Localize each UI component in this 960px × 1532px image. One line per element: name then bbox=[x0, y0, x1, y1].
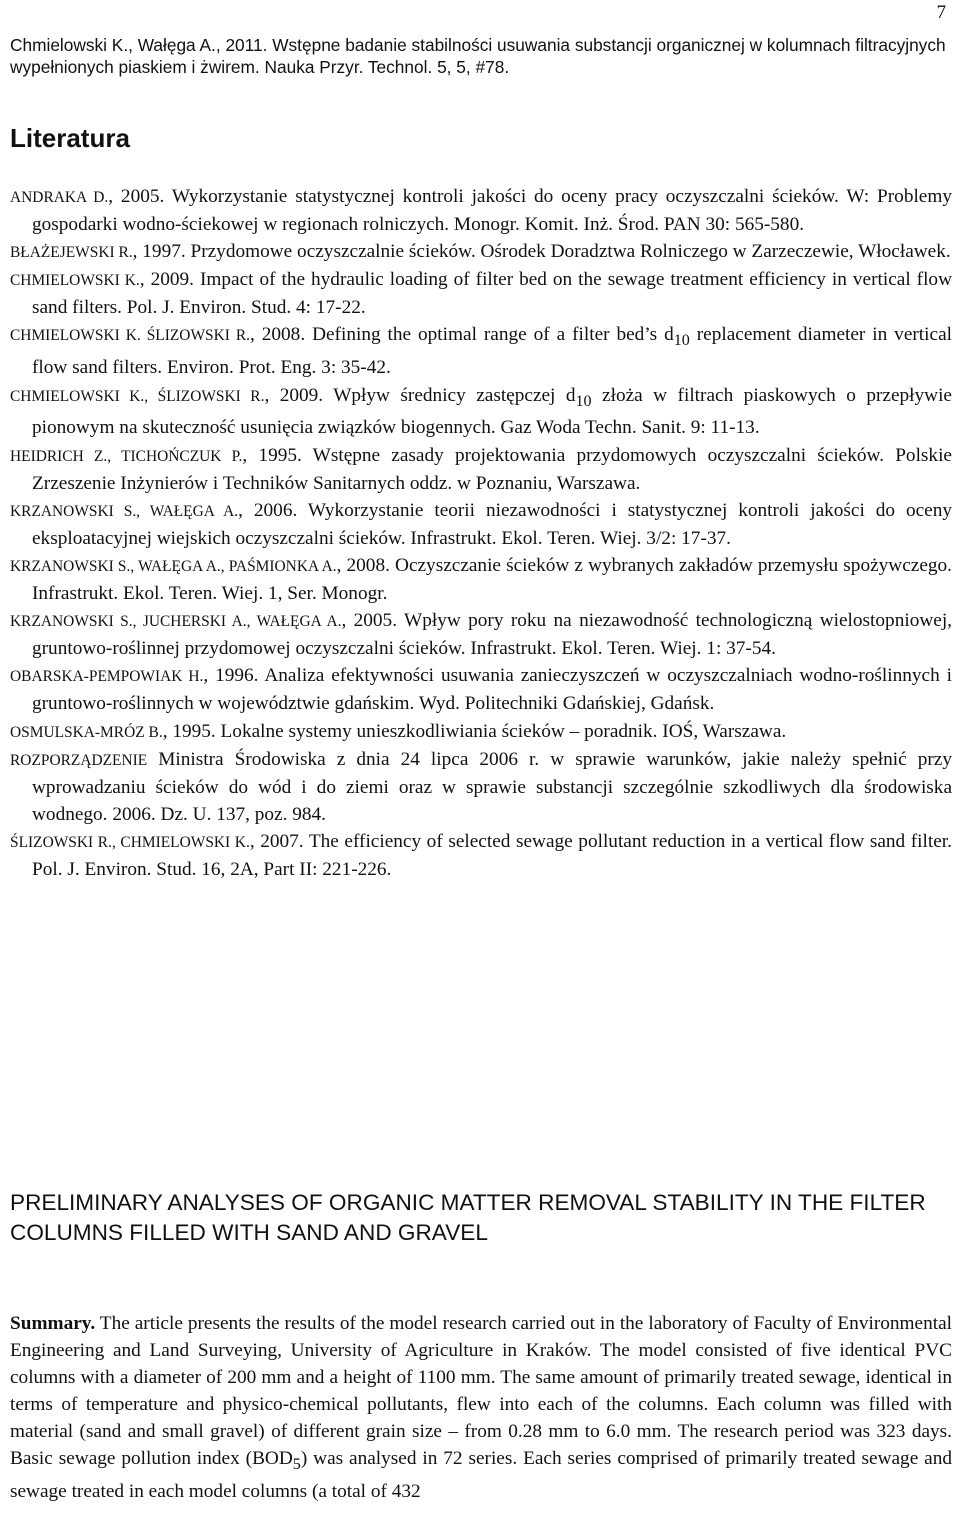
reference-item bbox=[10, 718, 952, 746]
reference-item bbox=[10, 266, 952, 321]
reference-details: , 1995. Lokalne systemy unieszkodliwiania ścieków – poradnik. IOŚ, Warszawa. bbox=[162, 720, 787, 742]
summary-paragraph bbox=[10, 1310, 952, 1506]
reference-authors: CHMIELOWSKI K. ŚLIZOWSKI R. bbox=[10, 327, 251, 345]
page-number: 7 bbox=[936, 2, 946, 23]
reference-details: Ministra Środowiska z dnia 24 lipca 2006 r. w sprawie warunków, jakie należy spełnić przy wprowadzaniu ścieków do wód i do ziemi oraz w sprawie substancji szczególnie szkodliwych dla środowiska wodnego. 2006. Dz. U. 137, poz. 984. bbox=[32, 748, 952, 825]
literature-heading: Literatura bbox=[10, 123, 130, 153]
reference-authors: KRZANOWSKI S., WAŁĘGA A., PAŚMIONKA A. bbox=[10, 557, 337, 575]
reference-authors: ROZPORZĄDZENIE bbox=[10, 751, 148, 769]
reference-details-cont: złoża w filtrach piaskowych o przepływie pionowym na skuteczność usunięcia związków biogennych. Gaz Woda Techn. Sanit. 9: 11-13. bbox=[32, 384, 952, 439]
summary-label: Summary. bbox=[10, 1313, 96, 1334]
reference-authors: KRZANOWSKI S., JUCHERSKI A., WAŁĘGA A. bbox=[10, 613, 342, 631]
reference-item bbox=[10, 552, 952, 607]
reference-authors: CHMIELOWSKI K., ŚLIZOWSKI R. bbox=[10, 387, 265, 405]
reference-details: , 1997. Przydomowe oczyszczalnie ścieków. Ośrodek Doradztwa Rolniczego w Zarzeczewie, Włocławek. bbox=[132, 241, 951, 263]
reference-list bbox=[10, 183, 952, 883]
reference-item bbox=[10, 183, 952, 238]
reference-authors: BŁAŻEJEWSKI R. bbox=[10, 244, 133, 262]
citation-header: Chmielowski K., Wałęga A., 2011. Wstępne badanie stabilności usuwania substancji organicznej w kolumnach filtracyjnych wypełnionych piaskiem i żwirem. Nauka Przyr. Technol. 5, 5, #78. bbox=[10, 35, 946, 77]
reference-item bbox=[10, 442, 952, 497]
reference-details: , 2008. Defining the optimal range of a filter bed’s d bbox=[250, 324, 674, 346]
summary-text: The article presents the results of the model research carried out in the laboratory of Faculty of Environmental Engineering and Land Surveying, University of Agriculture in Kraków. The model consisted of five identical PVC columns with a diameter of 200 mm and a height of 1100 mm. The same amount of primarily treated sewage, identical in terms of temperature and physico-chemical pollutants, flew into each of the columns. Each column was filled with material (sand and small gravel) of different grain size – from 0.28 mm to 6.0 mm. The research period was 323 days. Basic sewage pollution index (BOD bbox=[10, 1313, 952, 1470]
summary-text-cont: ) was analysed in 72 series. Each series comprised of primarily treated sewage and sewage treated in each model columns (a total of 432 bbox=[10, 1448, 952, 1503]
reference-details: , 2008. Oczyszczanie ścieków z wybranych zakładów przemysłu spożywczego. Infrastrukt. Ekol. Teren. Wiej. 1, Ser. Monogr. bbox=[32, 554, 952, 605]
reference-item bbox=[10, 746, 952, 828]
reference-details: , 1996. Analiza efektywności usuwania zanieczyszczeń w oczyszczalniach wodno-roślinnych i gruntowo-roślinnych w województwie gdańskim. Wyd. Politechniki Gdańskiej, Gdańsk. bbox=[32, 665, 953, 715]
reference-details: , 2009. Wpływ średnicy zastępczej d bbox=[264, 384, 576, 406]
reference-details: , 2006. Wykorzystanie teorii niezawodności i statystycznej kontroli jakości do oceny eksploatacyjnej wiejskich oczyszczalni ścieków. Infrastrukt. Ekol. Teren. Wiej. 3/2: 17-37. bbox=[32, 499, 952, 549]
reference-details: , 2009. Impact of the hydraulic loading of filter bed on the sewage treatment efficiency in vertical flow sand filters. Pol. J. Environ. Stud. 4: 17-22. bbox=[32, 269, 952, 319]
reference-item bbox=[10, 321, 952, 381]
reference-details: , 2007. The efficiency of selected sewage pollutant reduction in a vertical flow sand filter. Pol. J. Environ. Stud. 16, 2A, Part II: 221-226. bbox=[32, 830, 952, 880]
reference-item bbox=[10, 607, 952, 662]
summary-subscript: 5 bbox=[292, 1456, 301, 1474]
reference-details-cont: replacement diameter in vertical flow sand filters. Environ. Prot. Eng. 3: 35-42. bbox=[32, 324, 952, 379]
reference-authors: ŚLIZOWSKI R., CHMIELOWSKI K. bbox=[10, 833, 250, 851]
reference-item bbox=[10, 662, 952, 717]
reference-authors: ANDRAKA D. bbox=[10, 189, 109, 206]
reference-item bbox=[10, 238, 952, 266]
reference-item bbox=[10, 828, 952, 883]
reference-authors: OBARSKA-PEMPOWIAK H. bbox=[10, 668, 204, 686]
reference-details: , 2005. Wpływ pory roku na niezawodność technologiczną wielostopniowej, gruntowo-roślinnej przydomowej oczyszczalni ścieków. Infrastrukt. Ekol. Teren. Wiej. 1: 37-54. bbox=[32, 610, 952, 660]
reference-details: , 2005. Wykorzystanie statystycznej kontroli jakości do oceny pracy oczyszczalni ścieków. W: Problemy gospodarki wodno-ściekowej w regionach rolniczych. Monogr. Komit. Inż. Środ. PAN 30: 565-580. bbox=[32, 186, 953, 236]
reference-subscript: 10 bbox=[575, 392, 592, 410]
reference-authors: HEIDRICH Z., TICHOŃCZUK P. bbox=[10, 447, 243, 465]
reference-authors: KRZANOWSKI S., WAŁĘGA A. bbox=[10, 502, 239, 520]
reference-subscript: 10 bbox=[673, 332, 690, 350]
english-article-title: PRELIMINARY ANALYSES OF ORGANIC MATTER REMOVAL STABILITY IN THE FILTER COLUMNS FILLED WITH SAND AND GRAVEL bbox=[10, 1190, 926, 1245]
reference-item bbox=[10, 497, 952, 552]
reference-item bbox=[10, 382, 952, 442]
reference-authors: OSMULSKA-MRÓZ B. bbox=[10, 723, 163, 741]
reference-authors: CHMIELOWSKI K. bbox=[10, 272, 140, 290]
reference-details: , 1995. Wstępne zasady projektowania przydomowych oczyszczalni ścieków. Polskie Zrzeszenie Inżynierów i Techników Sanitarnych oddz. w Poznaniu, Warszawa. bbox=[32, 444, 952, 494]
